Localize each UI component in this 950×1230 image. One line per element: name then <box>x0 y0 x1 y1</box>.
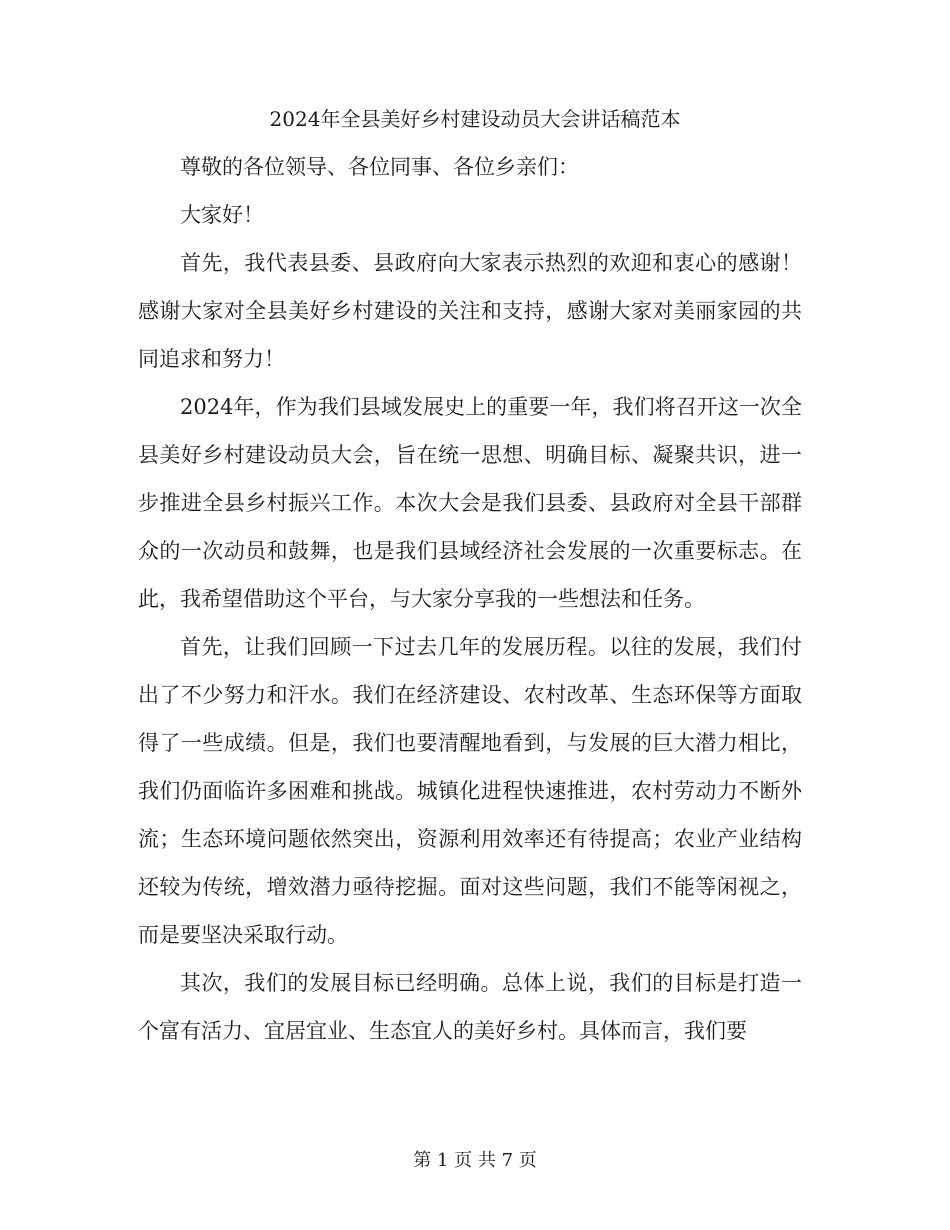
review-paragraph: 首先，让我们回顾一下过去几年的发展历程。以往的发展，我们付出了不少努力和汗水。我们在经济建设、农村改革、生态环保等方面取得了一些成绩。但是，我们也要清醒地看到，与发展的巨大潜力相比，我们仍面临许多困难和挑战。城镇化进程快速推进，农村劳动力不断外流；生态环境问题依然突出，资源利用效率还有待提高；农业产业结构还较为传统，增效潜力亟待挖掘。面对这些问题，我们不能等闲视之，而是要坚决采取行动。 <box>138 635 802 947</box>
purpose-paragraph: 2024年，作为我们县域发展史上的重要一年，我们将召开这一次全县美好乡村建设动员大会，旨在统一思想、明确目标、凝聚共识，进一步推进全县乡村振兴工作。本次大会是我们县委、县政府对全县干部群众的一次动员和鼓舞，也是我们县域经济社会发展的一次重要标志。在此，我希望借助这个平台，与大家分享我的一些想法和任务。 <box>138 395 802 611</box>
page-number-footer: 第 1 页 共 7 页 <box>413 1150 537 1171</box>
greeting-paragraph: 大家好！ <box>180 203 264 227</box>
goals-paragraph: 其次，我们的发展目标已经明确。总体上说，我们的目标是打造一个富有活力、宜居宜业、生态宜人的美好乡村。具体而言，我们要 <box>138 971 802 1043</box>
document-title: 2024年全县美好乡村建设动员大会讲话稿范本 <box>269 107 681 131</box>
document-body <box>138 143 802 1055</box>
salutation-paragraph: 尊敬的各位领导、各位同事、各位乡亲们： <box>180 155 579 179</box>
thanks-paragraph: 首先，我代表县委、县政府向大家表示热烈的欢迎和衷心的感谢！感谢大家对全县美好乡村建设的关注和支持，感谢大家对美丽家园的共同追求和努力！ <box>138 251 802 371</box>
